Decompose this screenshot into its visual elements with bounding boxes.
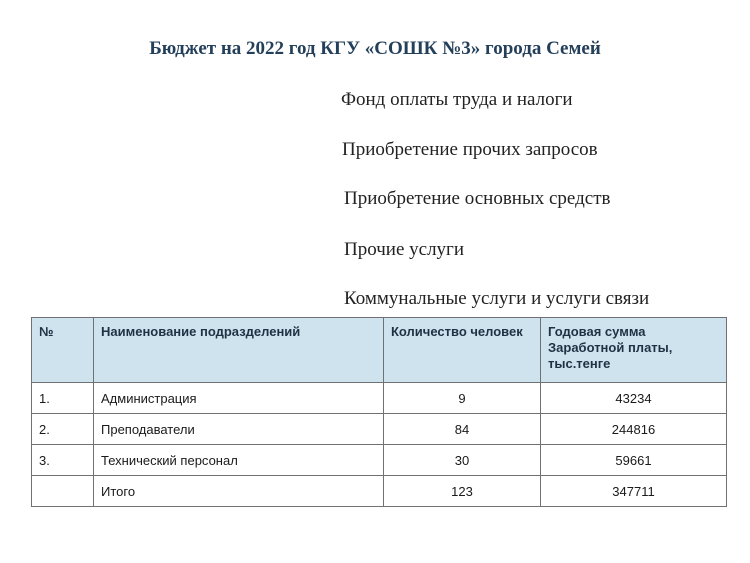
- row-department: Технический персонал: [94, 445, 384, 476]
- row-sum: 59661: [541, 445, 727, 476]
- row-sum: 244816: [541, 414, 727, 445]
- page-title: Бюджет на 2022 год КГУ «СОШК №3» города Семей: [149, 38, 601, 59]
- row-number: 1.: [32, 383, 94, 414]
- header-number: №: [32, 318, 94, 383]
- row-department: Администрация: [94, 383, 384, 414]
- category-fixed-assets: Приобретение основных средств: [344, 188, 611, 209]
- row-sum: 347711: [541, 476, 727, 507]
- row-count: 9: [384, 383, 541, 414]
- category-other-purchases: Приобретение прочих запросов: [342, 139, 598, 160]
- row-number: [32, 476, 94, 507]
- table-row: [32, 383, 727, 414]
- row-sum: 43234: [541, 383, 727, 414]
- category-utilities: Коммунальные услуги и услуги связи: [344, 288, 650, 309]
- header-annual-salary: Годовая сумма Заработной платы, тыс.тенге: [541, 318, 727, 383]
- header-count: Количество человек: [384, 318, 541, 383]
- header-department: Наименование подразделений: [94, 318, 384, 383]
- row-count: 84: [384, 414, 541, 445]
- budget-table: [31, 317, 727, 507]
- row-count: 123: [384, 476, 541, 507]
- row-number: 2.: [32, 414, 94, 445]
- row-number: 3.: [32, 445, 94, 476]
- category-other-services: Прочие услуги: [344, 239, 465, 260]
- table-row: [32, 445, 727, 476]
- table-header-row: [32, 318, 727, 383]
- table-total-row: [32, 476, 727, 507]
- table-row: [32, 414, 727, 445]
- category-payroll: Фонд оплаты труда и налоги: [341, 89, 573, 110]
- row-department: Преподаватели: [94, 414, 384, 445]
- row-count: 30: [384, 445, 541, 476]
- row-department: Итого: [94, 476, 384, 507]
